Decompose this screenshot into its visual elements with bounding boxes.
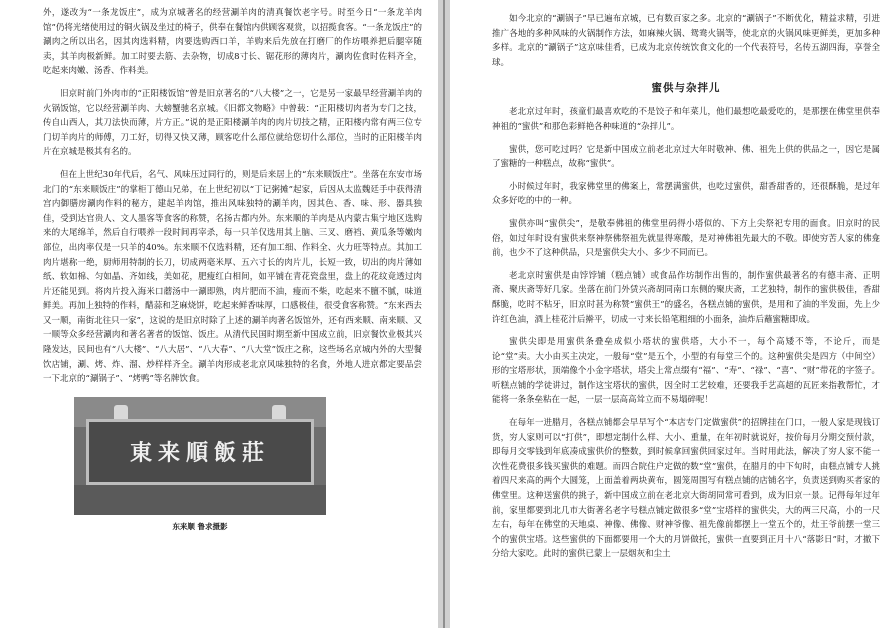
left-paragraph-1: 外，遂改为“一条龙饭庄”，成为京城著名的经营涮羊肉的清真餐饮老字号。时至今日“一条龙羊肉馆”仍将光绪使用过的铜火锅及坐过的椅子，供奉在餐馆内供顾客观赏，以招揽食客。“一条龙饭庄”的涮肉之所以出名，因其肉选料精，肉要选购西口羊，羊购来后先放在打磨厂的作坊喂养把后腿宰随卖，其羊肉极新鲜。加工时要去筋、去杂物，切成8寸长、锯花形的薄肉片，涮肉佐食时佐料齐全，吃起来肉嫩、汤香、作料美。 <box>43 8 422 77</box>
sign-board <box>86 419 314 485</box>
left-paragraph-2: 旧京时前门外肉市的“正阳楼饭馆”曾是旧京著名的“八大楼”之一，它是另一家最早经营涮羊肉的火锅饭馆，它以经营涮羊肉、大螃蟹驰名京城。《旧都文物略》中曾载：“正阳楼切肉者为专门之技，传自山西人，其刀法快而薄，片方正。”说的是正阳楼涮羊肉的肉片切技之精，正阳楼内常有两三位专门切羊肉片的师傅，刀工好，切得又快又薄，顾客吃什么部位就给您切什么部位，当时的正阳楼羊肉片在京城是极其有名的。 <box>43 88 422 158</box>
right-paragraph-2: 蜜供，您可吃过吗？它是新中国成立前老北京过大年时敬神、佛、祖先上供的供品之一，因它是属了蜜糖的一种糕点，故称“蜜供”。 <box>492 144 880 170</box>
right-paragraph-3: 小时候过年时，我家佛堂里的佛案上，常摆满蜜供，也吃过蜜供，甜香甜香的，还很酥脆，是过年众多好吃的中的一种。 <box>492 181 880 207</box>
section-heading: 蜜供与杂拌儿 <box>651 82 721 95</box>
photo-caption: 东来顺 鲁求摄影 <box>172 521 228 531</box>
right-paragraph-6: 蜜供尖即是用蜜供条叠垒成似小塔状的蜜供塔，大小不一，每个高矮不等，不论斤，而是论“堂”卖。大小由买主决定，一般每“堂”是五个，小型的有每堂三个的。这种蜜供尖是四方（中间空）形的宝塔形状，顶端像个小金字塔状，塔尖上常点缀有“福”、“寿”、“禄”、“喜”、“财”带花的字签子。听糕点铺的学徒讲过，制作这宝塔状的蜜供，因全时工艺较难，还要我手艺高超的瓦匠来指教帮忙，才能将一条条垒粘在一起，一层一层高高耸立而不易塌碎呢！ <box>492 337 880 406</box>
right-intro-paragraph: 如今北京的“涮锅子”早已遍布京城，已有数百家之多。北京的“涮锅子”不断优化，精益求精，引进推广各地的多种风味的火锅制作方法，如麻辣火锅、鸳鸯火锅等，使北京的火锅风味更鲜美，更加多种多样。北京的“涮锅子”这京味佳肴，已成为北京传统饮食文化的一个代表符号，名传五湖四海，享誉全球。 <box>492 14 880 68</box>
right-page <box>450 0 890 628</box>
right-paragraph-4: 蜜供亦叫“蜜供尖”，是敬奉佛祖的佛堂里码得小塔似的、下方上尖祭祀专用的面食。旧京时的民俗，如过年时设有蜜供来祭神祭佛祭祖先就显得寒酸，是对神佛祖先最大的不敬。即使穷苦人家的佛龛前，也少不了这种供品，只是蜜供尖大小、多少不同而已。 <box>492 218 880 259</box>
restaurant-sign-photo <box>74 397 326 515</box>
left-paragraph-3: 但在上世纪30年代后，名气、风味压过同行的，则是后来居上的“东来顺饭庄”。坐落在东安市场北门的“东来顺饭庄”的掌柜丁德山兄弟，在上世纪初以“丁记粥摊”起家，后因从太监魏廷手中获得清宫内御膳房涮肉作料的秘方，建起羊肉馆，推出风味独特的涮羊肉，因其色、香、味、形、器具独佳，受到达官贵人、文人墨客等食客的称赞，名扬古都内外。东来顺的羊肉是从内蒙古集宁地区选购来的大尾绵羊，然后自行喂养一段时间再宰杀，每一只羊仅选用其上脑、三叉、磨裆、黄瓜条等嫩肉部位，出肉率仅是一只羊的40%。东来顺不仅选料精，还有加工细、作料全、火力旺等特点。其加工肉片堪称一绝，厨师用特制的长刀，切成两毫米厚、五六寸长的肉片儿，长短一致，切出的肉片薄如纸、软如棉、匀如晶、齐如线，美如花，肥瘦红白相间，如平铺在青花瓷盘里，盘上的花纹竟透过肉片还能见到。将肉片投入海米口蘑汤中一涮即熟，肉片肥而不油，瘦而不柴，吃起来不膻不腻，味道鲜美。再加上独特的作料，醋蒜和芝麻烧饼，吃起来鲜香味厚，口感极佳，很受食客称赞。“东来西去又一顺，南街北往只一家”，这说的是旧京时除了上述的涮羊肉著名饭馆外，还有西来顺、南来顺、又一顺等众多经营涮肉和著名著者的饭馆、饭庄。从清代民国时期至新中国成立前，旧京餐饮业极其兴隆发达，民间也有“八大楼”、“八大居”、“八大春”、“八大堂”饭庄之称，这些场名京城内外的大型餐饮店铺，涮、烤、炸、溜、炒样样齐全。涮羊肉形成老北京风味独特的名食，外地人进京都定要品尝一下北京的“涮锅子”、“烤鸭”等名牌饮食。 <box>43 169 422 385</box>
right-paragraph-1: 老北京过年时，孩童们最喜欢吃的不是饺子和年菜儿，他们最想吃最爱吃的，是那摆在佛堂里供奉神祖的“蜜供”和那色彩鲜艳各种味道的“杂拌儿”。 <box>492 107 880 132</box>
gutter-divider <box>443 0 445 628</box>
right-paragraph-5: 老北京时蜜供是由饽饽铺（糕点铺）或食品作坊制作出售的，制作蜜供最著名的有德丰斋、正明斋、聚庆斋等好几家。坐落在前门外赁兴斋胡同南口东侧的聚庆斋，工艺独特，制作的蜜供极佳，香甜酥脆，吃时不粘牙，旧京时甚为称赞“蜜供王”的盛名，各糕点铺的蜜供，是用和了油的半发面，先上少许红色油，酒上桂花汁后擀平，切成一寸来长铅笔粗细的小面条，油炸后蘸蜜糖即成。 <box>492 270 880 325</box>
sign-text: 東来順飯莊 <box>129 440 270 467</box>
left-page <box>0 0 438 628</box>
right-paragraph-7: 在每年一进腊月，各糕点铺都会早早写个“本店专门定做蜜供”的招牌挂在门口，一般人家是现钱订货，穷人家则可以“打供”，即想定制什么样、大小、重量，在年初时就说好，按价每月分期交预付款，即每月交零钱到年底凑成蜜供价的整数，到时候拿回蜜供回家过年。当时用此法，解决了穷人家不能一次性花费很多钱买蜜供的难题。而四合院住户定做的数“堂”蜜供，在腊月的中下旬时，由糕点铺专人挑着四尺来高的两个大圆笼，上面盖着两块黄布，圆笼周围写有糕点铺的店铺名字，负责送到购买者家的佛堂里。这种送蜜供的挑子，新中国成立前在老北京大街胡同常可看到，成为旧京一景。记得每年过年前，家里都要到北几市大街著名老字号糕点铺定做很多“堂”宝塔样的蜜供尖，大的两三尺高，小的一尺左右，每年在佛堂的天地桌、神像、佛像、财神爷像、祖先像前都摆上一堂五个的，灶王爷前摆一堂三个的蜜供宝塔。这些蜜供的下面都要用一个大的月饼做托，蜜供一直要到正月十八“落影日”时，才撤下分给大家吃。此时的蜜供已蒙上一层烟灰和尘土 <box>492 418 880 560</box>
